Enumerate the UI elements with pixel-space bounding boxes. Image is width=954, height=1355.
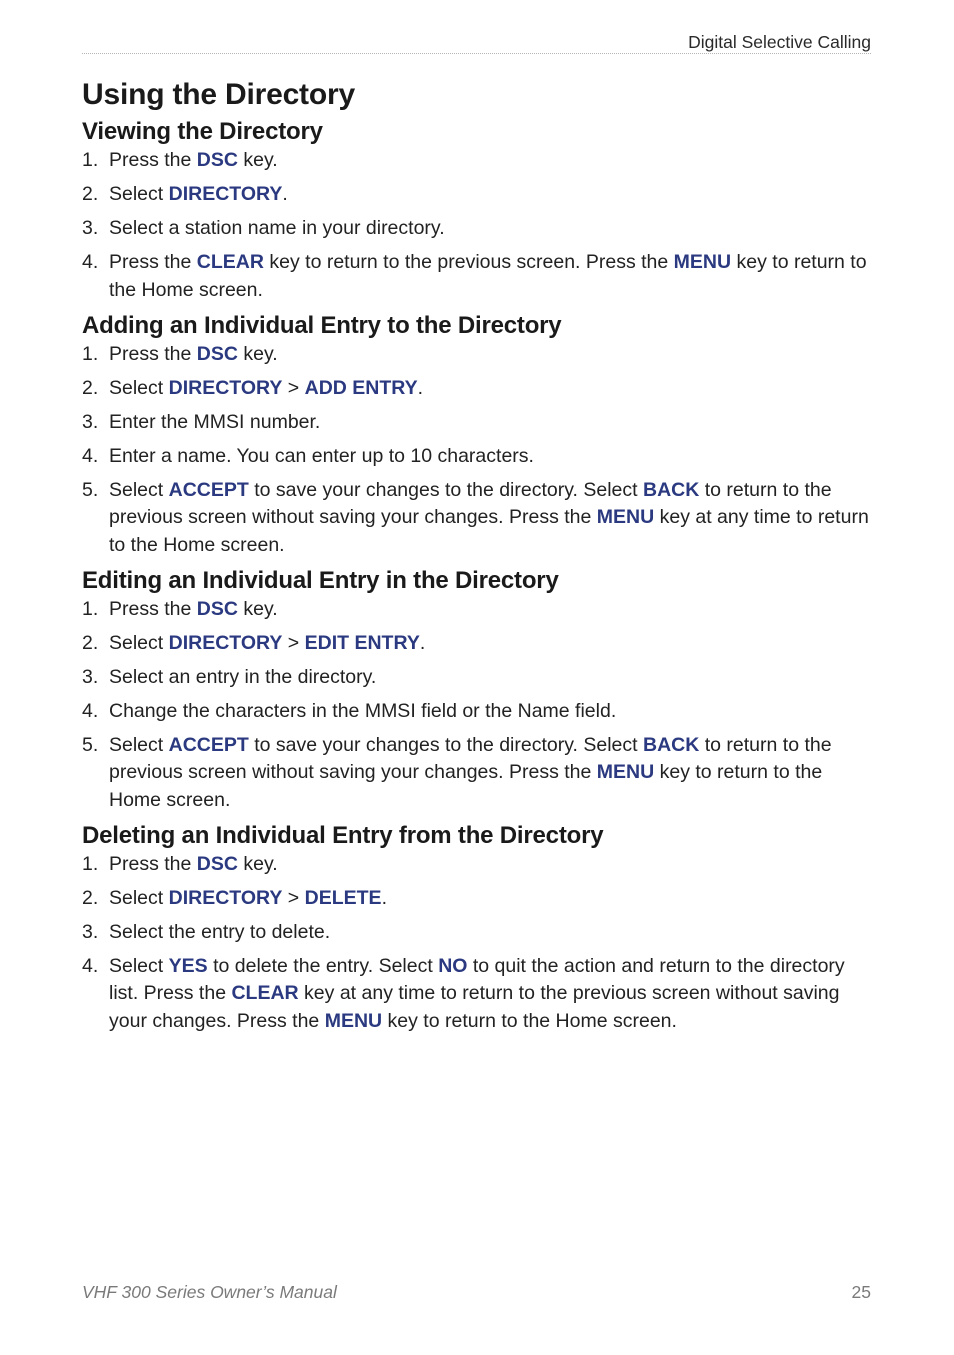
step-list [82, 596, 872, 815]
step-number: 1. [82, 597, 99, 620]
step-number: 2. [82, 376, 99, 399]
step-text: Change the characters in the MMSI field or the Name field. [109, 699, 617, 722]
key-label: DIRECTORY [168, 376, 283, 399]
list-item [82, 919, 872, 947]
list-item [82, 181, 872, 209]
step-number: 3. [82, 410, 99, 433]
step-text: to quit the action and return to the directory list. Press the [109, 954, 845, 1004]
step-text: > [282, 631, 305, 654]
step-text: key. [237, 342, 278, 365]
key-label: NO [438, 954, 468, 977]
section-heading: Viewing the Directory [82, 118, 323, 145]
section-heading: Adding an Individual Entry to the Directory [82, 311, 562, 339]
key-label: DIRECTORY [168, 886, 283, 909]
step-text: Select [109, 376, 169, 399]
step-text: Select [109, 733, 169, 756]
step-number: 5. [82, 733, 99, 756]
list-item [82, 409, 872, 437]
step-text: key to return to the Home screen. [109, 251, 867, 301]
list-item [82, 851, 872, 879]
step-text: Select the entry to delete. [109, 920, 331, 943]
manual-title: VHF 300 Series Owner’s Manual [82, 1282, 337, 1302]
step-text: . [419, 631, 426, 654]
step-text: Press the [109, 251, 197, 273]
key-label: MENU [596, 506, 655, 528]
step-text: Press the [109, 597, 197, 620]
step-number: 2. [82, 631, 99, 654]
step-list [82, 147, 872, 304]
step-text: key. [237, 149, 278, 171]
step-list [82, 341, 872, 560]
key-label: DSC [196, 342, 238, 365]
step-number: 4. [82, 251, 99, 273]
page-title: Using the Directory [82, 78, 355, 111]
page-content [82, 75, 872, 1042]
list-item [82, 477, 872, 560]
step-text: to return to the previous screen without saving your changes. Press the [109, 478, 832, 528]
key-label: DELETE [304, 886, 382, 909]
step-text: Select [109, 183, 169, 205]
step-number: 2. [82, 183, 99, 205]
step-text: . [282, 183, 288, 205]
step-text: . [381, 886, 387, 909]
running-header-title: Digital Selective Calling [688, 32, 871, 52]
step-text: Select an entry in the directory. [109, 665, 377, 688]
key-label: ACCEPT [168, 478, 249, 501]
step-text: Select [109, 954, 169, 977]
list-item [82, 341, 872, 369]
list-item [82, 215, 872, 243]
step-text: key to return to the Home screen. [382, 1009, 677, 1032]
step-number: 5. [82, 478, 99, 501]
step-number: 4. [82, 954, 99, 977]
step-text: Press the [109, 342, 197, 365]
step-number: 3. [82, 217, 99, 239]
step-text: . [417, 376, 424, 399]
running-header [82, 31, 871, 54]
page-number: 25 [851, 1282, 871, 1302]
list-item [82, 885, 872, 913]
key-label: YES [168, 954, 208, 977]
list-item [82, 698, 872, 726]
list-item [82, 630, 872, 658]
step-number: 1. [82, 149, 99, 171]
key-label: CLEAR [196, 251, 264, 273]
step-text: Press the [109, 852, 197, 875]
key-label: BACK [642, 733, 700, 756]
step-number: 4. [82, 444, 99, 467]
step-text: Press the [109, 149, 197, 171]
step-text: key to return to the previous screen. Press the [263, 251, 674, 273]
section-heading: Deleting an Individual Entry from the Directory [82, 821, 604, 849]
key-label: DIRECTORY [168, 183, 283, 205]
step-number: 1. [82, 852, 99, 875]
key-label: ACCEPT [168, 733, 249, 756]
key-label: DSC [196, 597, 238, 620]
step-number: 4. [82, 699, 99, 722]
step-number: 1. [82, 342, 99, 365]
step-list [82, 851, 872, 1036]
step-text: key to return to the Home screen. [109, 761, 823, 811]
key-label: EDIT ENTRY [304, 631, 420, 654]
step-text: Select a station name in your directory. [109, 217, 445, 239]
step-text: key at any time to return to the Home screen. [109, 506, 869, 556]
step-text: to return to the previous screen without saving your changes. Press the [109, 733, 832, 783]
sections-container [82, 117, 872, 1035]
step-text: key at any time to return to the previous screen without saving your changes. Press the [109, 982, 840, 1032]
key-label: MENU [596, 761, 655, 783]
list-item [82, 443, 872, 471]
step-text: > [282, 376, 305, 399]
key-label: DSC [196, 852, 238, 875]
section-heading: Editing an Individual Entry in the Directory [82, 566, 559, 594]
key-label: ADD ENTRY [304, 376, 418, 399]
step-text: to delete the entry. Select [207, 954, 439, 977]
list-item [82, 953, 872, 1036]
key-label: CLEAR [231, 982, 299, 1004]
step-text: to save your changes to the directory. Select [248, 478, 643, 501]
list-item [82, 596, 872, 624]
step-text: Select [109, 478, 169, 501]
step-text: Select [109, 886, 169, 909]
section [82, 821, 872, 1036]
key-label: MENU [324, 1009, 383, 1032]
list-item [82, 375, 872, 403]
list-item [82, 249, 872, 304]
key-label: DIRECTORY [168, 631, 283, 654]
section [82, 117, 872, 304]
section [82, 566, 872, 815]
step-text: key. [237, 852, 278, 875]
key-label: MENU [673, 251, 732, 273]
step-number: 3. [82, 920, 99, 943]
step-text: key. [237, 597, 278, 620]
list-item [82, 732, 872, 815]
key-label: BACK [642, 478, 700, 501]
key-label: DSC [196, 149, 238, 171]
step-text: Enter the MMSI number. [109, 410, 321, 433]
step-text: Select [109, 631, 169, 654]
step-number: 2. [82, 886, 99, 909]
list-item [82, 664, 872, 692]
step-text: > [282, 886, 305, 909]
list-item [82, 147, 872, 175]
step-number: 3. [82, 665, 99, 688]
step-text: to save your changes to the directory. Select [248, 733, 643, 756]
step-text: Enter a name. You can enter up to 10 characters. [109, 444, 534, 467]
section [82, 311, 872, 560]
